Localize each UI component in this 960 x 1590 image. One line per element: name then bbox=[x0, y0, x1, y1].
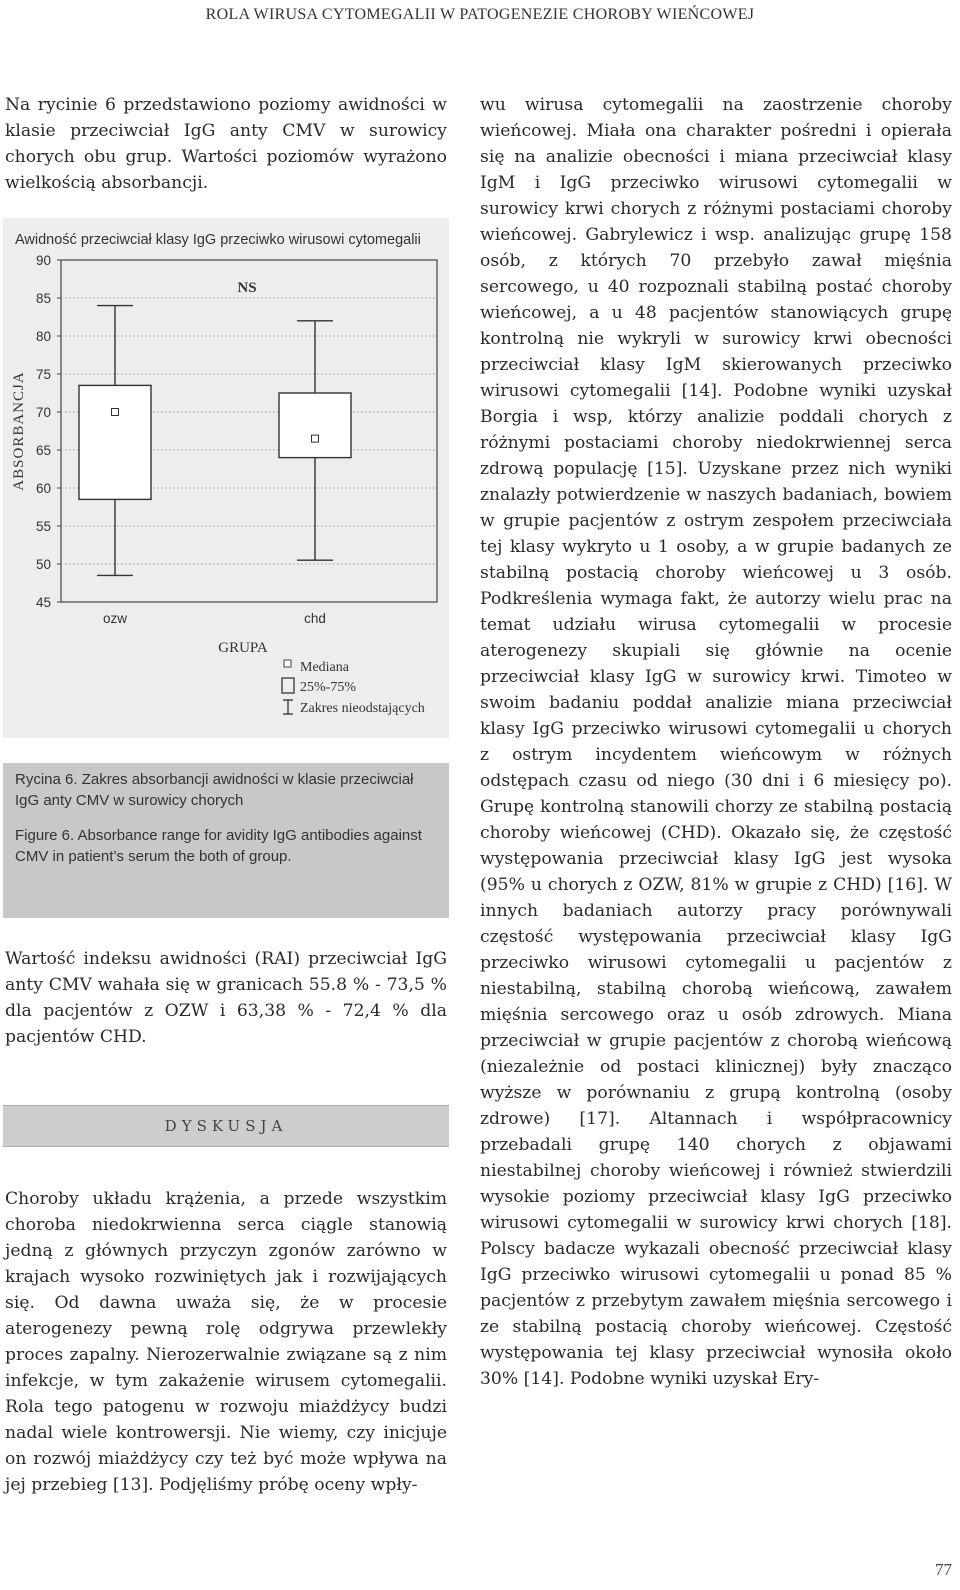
page-number: 77 bbox=[935, 1560, 952, 1579]
legend-iqr-label: 25%-75% bbox=[300, 680, 356, 695]
running-head: ROLA WIRUSA CYTOMEGALII W PATOGENEZIE CHOROBY WIEŃCOWEJ bbox=[205, 6, 755, 23]
intro-paragraph: Na rycinie 6 przedstawiono poziomy awidności w klasie przeciwciał IgG anty CMV w surowicy chorych obu grup. Wartości poziomów wyrażono wielkością absorbancji. bbox=[5, 95, 447, 193]
discussion-right-text: wu wirusa cytomegalii na zaostrzenie choroby wieńcowej. Miała ona charakter pośredni i opierała się na analizie obecności i miana przeciwciał klasy IgM i IgG przeciwko wirusowi cytomegalii w surowicy krwi chorych z różnymi postaciami choroby wieńcowej. Gabrylewicz i wsp. analizując grupę 158 osób, z których 70 przebyło zawał mięśnia sercowego, u 40 rozpoznali stabilną postać choroby wieńcowej, a u 48 pacjentów stanowiących grupę kontrolną nie wykryli w surowicy krwi obecności przeciwciał klasy IgM skierowanych przeciwko wirusowi cytomegalii [14]. Podobne wyniki uzyskał Borgia i wsp, którzy analizie poddali chorych z różnymi postaciami choroby niedokrwiennej serca zdrową populację [15]. Uzyskane przez nich wyniki znalazły potwierdzenie w naszych badaniach, bowiem w grupie pacjentów z ostrym zespołem przeciwciała tej klasy wykryto u 1 osoby, a w grupie badanych ze stabilną postacią choroby wieńcowej u 3 osób. Podkreślenia wymaga fakt, że autorzy wielu prac na temat udziału wirusa cytomegalii w procesie aterogenezy skupiali się głównie na ocenie przeciwciał klasy IgG w surowicy krwi. Timoteo w swoim badaniu poddał analizie miana przeciwciał klasy IgG przeciwko wirusowi cytomegalii u chorych z ostrym incydentem wieńcowym w różnych odstępach czasu od niego (30 dni i 6 miesięcy po). Grupę kontrolną stanowili chorzy ze stabilną postacią choroby wieńcowej (CHD). Okazało się, że częstość występowania przeciwciał klasy IgG jest wysoka (95% u chorych z OZW, 81% w grupie z CHD) [16]. W innych badaniach autorzy pracy porównywali częstość występowania przeciwciał klasy IgG przeciwko wirusowi cytomegalii u pacjentów z niestabilną, stabilną chorobą wieńcową, zawałem mięśnia sercowego oraz u osób zdrowych. Miana przeciwciał w grupie pacjentów z chorobą wieńcową (niezależnie od postaci klinicznej) były znacząco wyższe w porównaniu z grupą kontrolną (osoby zdrowe) [17]. Altannach i współpracownicy przebadali grupę 140 chorych z objawami niestabilnej choroby wieńcowej i również stwierdzili wysokie poziomy przeciwciał klasy IgG przeciwko wirusowi cytomegalii w surowicy krwi chorych [18]. Polscy badacze wykazali obecność przeciwciał klasy IgG przeciwko wirusowi cytomegalii u ponad 85 % pacjentów z przebytym zawałem mięśnia sercowego i ze stabilną postacią choroby wieńcowej. Częstość występowania tej klasy przeciwciał wynosiła około 30% [14]. Podobne wyniki uzyskał Ery- bbox=[480, 95, 952, 1389]
section-heading-bar bbox=[3, 1105, 449, 1147]
discussion-right-column bbox=[480, 92, 952, 1392]
y-ticks bbox=[36, 253, 61, 610]
category-label: chd bbox=[304, 611, 326, 626]
boxes bbox=[79, 306, 351, 576]
median-marker bbox=[112, 409, 119, 416]
y-tick-label: 80 bbox=[35, 329, 51, 344]
x-axis-label: GRUPA bbox=[218, 640, 268, 656]
caption-en: Figure 6. Absorbance range for avidity IgG antibodies against CMV in patient’s serum the both of group. bbox=[15, 827, 422, 865]
box-plot-chart bbox=[3, 218, 449, 738]
figure-panel bbox=[3, 218, 449, 738]
legend-iqr-marker bbox=[282, 678, 294, 693]
legend-median-marker bbox=[284, 660, 291, 667]
y-tick-label: 50 bbox=[35, 557, 51, 572]
category-labels bbox=[103, 611, 326, 626]
discussion-left-text: Choroby układu krążenia, a przede wszystkim choroba niedokrwienna serca ciągle stanowią jedną z głównych przyczyn zgonów zarówno w krajach wysoko rozwiniętych jak i rozwijających się. Od dawna uważa się, że w procesie aterogenezy pewną rolę odgrywa przewlekły proces zapalny. Nierozerwalnie związane są z nim infekcje, w tym zakażenie wirusem cytomegalii. Rola tego patogenu w rozwoju miażdżycy budzi nadal wiele kontrowersji. Nie wiemy, czy inicjuje on rozwój miażdżycy czy też być może wpływa na jej przebieg [13]. Podjęliśmy próbę oceny wpły- bbox=[5, 1189, 447, 1495]
y-tick-label: 60 bbox=[35, 481, 51, 496]
chart-title: Awidność przeciwciał klasy IgG przeciwko wirusowi cytomegalii bbox=[15, 232, 421, 248]
y-tick-label: 45 bbox=[35, 595, 51, 610]
legend-range-label: Zakres nieodstających bbox=[300, 701, 425, 716]
y-tick-label: 85 bbox=[35, 291, 51, 306]
category-label: ozw bbox=[102, 611, 128, 626]
y-tick-label: 70 bbox=[35, 405, 51, 420]
rai-column bbox=[5, 946, 447, 1050]
section-heading: DYSKUSJA bbox=[164, 1117, 288, 1135]
y-tick-label: 75 bbox=[35, 367, 51, 382]
iqr-box bbox=[79, 385, 151, 499]
significance-label: NS bbox=[237, 280, 257, 296]
legend-median-label: Mediana bbox=[300, 660, 349, 675]
y-axis-label: ABSORBANCJA bbox=[11, 371, 27, 491]
y-tick-label: 90 bbox=[35, 253, 51, 268]
legend-range-marker bbox=[283, 700, 293, 714]
caption-pl: Rycina 6. Zakres absorbancji awidności w klasie przeciwciał IgG anty CMV w surowicy chorych bbox=[15, 771, 414, 809]
figure-caption bbox=[3, 763, 449, 918]
y-tick-label: 55 bbox=[35, 519, 51, 534]
median-marker bbox=[312, 435, 319, 442]
iqr-box bbox=[279, 393, 351, 458]
discussion-left-column bbox=[5, 1186, 447, 1498]
intro-column bbox=[5, 92, 447, 196]
y-tick-label: 65 bbox=[35, 443, 51, 458]
legend bbox=[282, 660, 425, 716]
rai-paragraph: Wartość indeksu awidności (RAI) przeciwciał IgG anty CMV wahała się w granicach 55.8 % - 73,5 % dla pacjentów z OZW i 63,38 % - 72,4 % dla pacjentów CHD. bbox=[5, 949, 447, 1047]
